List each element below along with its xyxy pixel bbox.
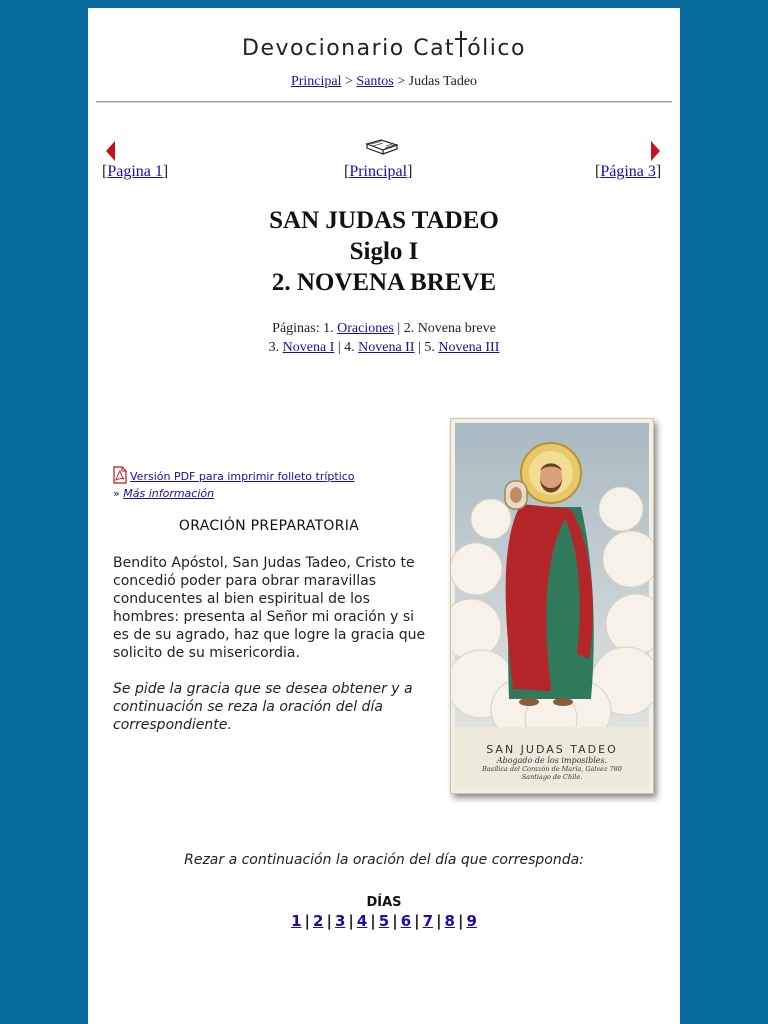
days-separator: | — [370, 912, 376, 930]
saint-card-image — [450, 418, 654, 794]
card-saint-name: SAN JUDAS TADEO — [486, 743, 618, 756]
page-index-prefix: | 4. — [334, 340, 359, 355]
nav-next: [Página 3] — [595, 163, 662, 180]
day-link-4[interactable]: 4 — [356, 912, 368, 930]
section-heading: ORACIÓN PREPARATORIA — [178, 518, 360, 534]
header-divider — [96, 101, 672, 103]
page-title — [88, 205, 680, 298]
day-link-2[interactable]: 2 — [313, 912, 324, 930]
rezar-text: Rezar a continuación la oración del día que corresponda: — [184, 852, 584, 868]
breadcrumb-section-link[interactable]: Santos — [356, 74, 394, 89]
page-index-prefix: 3. — [268, 340, 283, 355]
title-line-1: SAN JUDAS TADEO — [269, 207, 499, 234]
title-line-2: Siglo I — [349, 238, 419, 265]
day-link-7[interactable]: 7 — [422, 912, 434, 930]
breadcrumb — [88, 74, 680, 90]
page-index-prefix: Páginas: 1. — [272, 321, 338, 336]
days-title: DÍAS — [366, 895, 402, 910]
day-link-9[interactable]: 9 — [466, 912, 477, 930]
page-link-novena-2[interactable]: Novena II — [358, 340, 415, 355]
breadcrumb-separator: > — [341, 74, 357, 89]
pdf-icon[interactable] — [113, 466, 127, 484]
days-separator: | — [436, 912, 442, 930]
next-arrow-icon[interactable] — [651, 141, 660, 161]
pdf-download — [113, 466, 355, 484]
instruction-text: Se pide la gracia que se desea obtener y a continuación se reza la oración del día correspondiente. — [113, 681, 413, 733]
day-link-3[interactable]: 3 — [334, 912, 346, 930]
site-title-part1: Devocionario Cat — [242, 36, 456, 61]
nav-home-link[interactable]: Principal — [349, 163, 408, 180]
page-index-prefix: | 5. — [414, 340, 439, 355]
more-info-bullet: » — [113, 487, 124, 500]
breadcrumb-home-link[interactable]: Principal — [290, 74, 342, 89]
title-line-3: 2. NOVENA BREVE — [271, 269, 497, 296]
days-separator: | — [392, 912, 398, 930]
pdf-link[interactable]: Versión PDF para imprimir folleto tríptico — [130, 470, 355, 483]
breadcrumb-separator: > — [393, 74, 409, 89]
saint-illustration — [451, 419, 653, 793]
day-link-5[interactable]: 5 — [378, 912, 390, 930]
nav-previous: [Pagina 1] — [102, 163, 169, 180]
nav-previous-link[interactable]: Pagina 1 — [107, 163, 163, 180]
days-separator: | — [457, 912, 464, 930]
days-separator: | — [348, 912, 354, 930]
site-title[interactable] — [88, 36, 680, 61]
days-separator: | — [304, 912, 311, 930]
card-subtitle: Abogado de los imposibles. — [496, 756, 608, 765]
days-links — [88, 912, 680, 930]
page-index — [88, 319, 680, 357]
previous-arrow-icon[interactable] — [106, 141, 115, 161]
more-info — [113, 487, 214, 500]
card-city: Santiago de Chile. — [521, 773, 583, 781]
card-address: Basílica del Corazón de María, Galvez 780 — [482, 765, 622, 773]
days-separator: | — [326, 912, 332, 930]
nav-home: [Principal] — [344, 163, 413, 180]
days-separator: | — [414, 912, 420, 930]
site-title-part2: ólico — [467, 36, 526, 61]
page-link-novena-1[interactable]: Novena I — [282, 340, 335, 355]
day-link-1[interactable]: 1 — [291, 912, 302, 930]
page-index-current: | 2. Novena breve — [393, 321, 496, 336]
day-link-6[interactable]: 6 — [400, 912, 412, 930]
page-link-novena-3[interactable]: Novena III — [438, 340, 500, 355]
day-link-8[interactable]: 8 — [444, 912, 455, 930]
card-caption — [451, 743, 653, 781]
more-info-link[interactable]: Más información — [123, 487, 215, 500]
open-book-icon[interactable] — [365, 136, 399, 160]
prayer-text: Bendito Apóstol, San Judas Tadeo, Cristo te concedió poder para obrar maravillas conducentes al bien espiritual de los hombres: presenta al Señor mi oración y si es de su agrado, haz que logre la gracia que solicito de su misericordia. — [113, 555, 426, 661]
page-container — [88, 8, 680, 1024]
cross-icon — [455, 37, 467, 57]
nav-next-link[interactable]: Página 3 — [600, 163, 656, 180]
breadcrumb-current: Judas Tadeo — [408, 74, 478, 89]
page-link-oraciones[interactable]: Oraciones — [337, 321, 394, 336]
